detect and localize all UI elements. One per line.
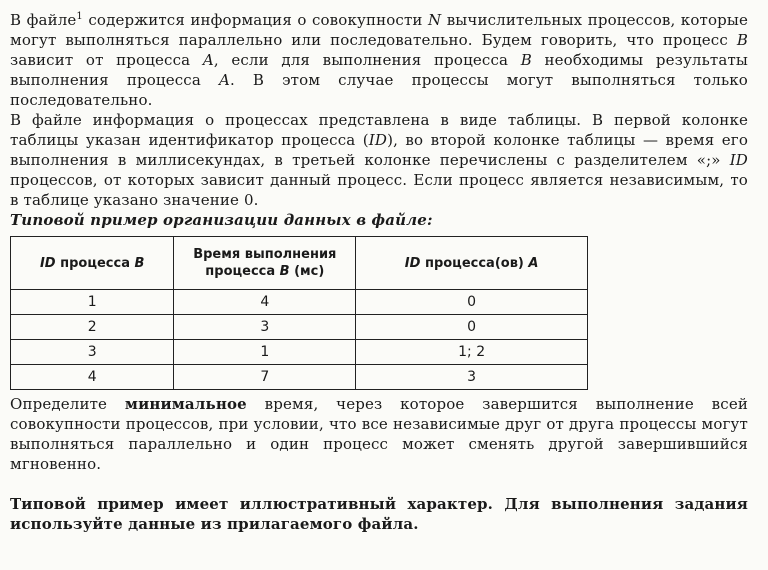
header-exec-time: Время выполнения процесса B (мс): [174, 237, 356, 290]
table-row: [11, 290, 588, 315]
cell-id: 3: [11, 340, 174, 365]
cell-deps: 0: [356, 290, 588, 315]
footnote-marker: 1: [76, 11, 83, 22]
cell-deps: 3: [356, 365, 588, 390]
table-row: [11, 365, 588, 390]
cell-id: 2: [11, 315, 174, 340]
question-paragraph: Определите минимальное время, через которое завершится выполнение всей совокупности процессов, при условии, что все независимые друг от друга процессы могут выполняться параллельно и один процесс может сменять другой завершившийся мгновенно.: [10, 395, 748, 473]
table-row: [11, 315, 588, 340]
header-process-b-id: ID процесса B: [11, 237, 174, 290]
table-header-row: [11, 237, 588, 290]
cell-time: 4: [174, 290, 356, 315]
cell-time: 1: [174, 340, 356, 365]
format-paragraph: В файле информация о процессах представлена в виде таблицы. В первой колонке таблицы указан идентификатор процесса (ID), во второй колонке таблицы — время его выполнения в миллисекундах, в третьей колонке перечислены с разделителем «;» ID процессов, от которых зависит данный процесс. Если процесс является независимым, то в таблице указано значение 0.: [10, 111, 748, 209]
spacer: [10, 474, 748, 494]
process-table: [10, 236, 588, 390]
note-paragraph: Типовой пример имеет иллюстративный характер. Для выполнения задания используйте данные из прилагаемого файла.: [10, 495, 748, 533]
cell-deps: 1; 2: [356, 340, 588, 365]
cell-time: 7: [174, 365, 356, 390]
table-row: [11, 340, 588, 365]
cell-id: 1: [11, 290, 174, 315]
cell-time: 3: [174, 315, 356, 340]
header-process-a-ids: ID процесса(ов) A: [356, 237, 588, 290]
table-caption: Типовой пример организации данных в файле:: [10, 211, 433, 229]
cell-deps: 0: [356, 315, 588, 340]
intro-paragraph: В файле$^1$ содержится информация о совокупности N вычислительных процессов, которые могут выполняться параллельно или последовательно. Будем говорить, что процесс B зависит от процесса A, если для выполнения процесса B необходимы результаты выполнения процесса A. В этом случае процессы могут выполняться только последовательно.: [10, 11, 749, 109]
cell-id: 4: [11, 365, 174, 390]
